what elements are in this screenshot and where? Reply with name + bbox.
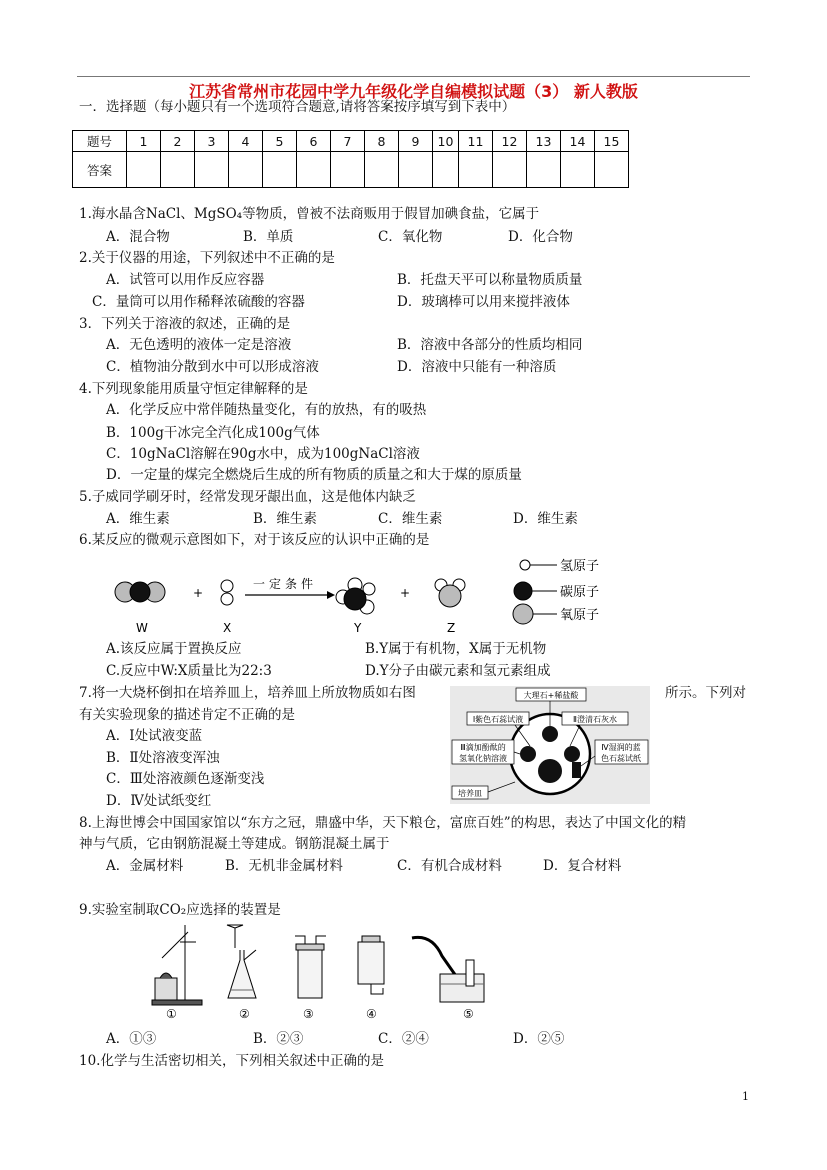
molecule-z bbox=[435, 579, 465, 607]
section-heading: 一．选择题（每小题只有一个选项符合题意,请将答案按序填写到下表中） bbox=[79, 99, 516, 115]
q6-option-c: C.反应中W:X质量比为22:3 bbox=[106, 663, 272, 679]
answer-cell[interactable] bbox=[527, 152, 561, 188]
q4-stem: 4.下列现象能用质量守恒定律解释的是 bbox=[79, 381, 308, 397]
fig-label-iv-1: Ⅳ湿润的蓝 bbox=[601, 743, 641, 752]
q9-option-a: A．①③ bbox=[106, 1031, 157, 1047]
label-x: X bbox=[223, 621, 232, 635]
q7-option-b: B．Ⅱ处溶液变浑浊 bbox=[106, 750, 220, 766]
fig-label-i: Ⅰ紫色石蕊试液 bbox=[472, 715, 524, 724]
apparatus-label-5: ⑤ bbox=[463, 1007, 474, 1020]
q1-option-c: C．氧化物 bbox=[378, 229, 443, 245]
header-rule bbox=[77, 76, 750, 77]
q2-option-d: D．玻璃棒可以用来搅拌液体 bbox=[397, 294, 570, 310]
answer-cell[interactable] bbox=[493, 152, 527, 188]
q5-option-c: C．维生素 bbox=[378, 511, 443, 527]
table-head-label: 题号 bbox=[73, 131, 127, 152]
molecule-w bbox=[115, 582, 165, 602]
plus-sign: + bbox=[400, 586, 411, 600]
table-num: 9 bbox=[399, 131, 433, 152]
apparatus-5 bbox=[412, 937, 484, 1002]
q8-line-1: 8.上海世博会中国国家馆以“东方之冠，鼎盛中华，天下粮仓，富庶百姓”的构思，表达了中国文化的精 bbox=[79, 815, 687, 831]
table-num: 7 bbox=[331, 131, 365, 152]
q3-stem: 3．下列关于溶液的叙述，正确的是 bbox=[79, 316, 291, 332]
legend-carbon: 碳原子 bbox=[560, 585, 600, 600]
q7-stem-right: 所示。下列对 bbox=[665, 685, 746, 701]
label-y: Y bbox=[354, 621, 362, 635]
q7-stem-2: 有关实验现象的描述肯定不正确的是 bbox=[79, 707, 295, 723]
apparatus-label-4: ④ bbox=[366, 1007, 377, 1020]
answer-cell[interactable] bbox=[433, 152, 459, 188]
q9-option-d: D．②⑤ bbox=[513, 1031, 565, 1047]
table-num: 1 bbox=[127, 131, 161, 152]
q4-option-a: A．化学反应中常伴随热量变化，有的放热，有的吸热 bbox=[106, 402, 427, 418]
table-num: 3 bbox=[195, 131, 229, 152]
legend-hydrogen: 氢原子 bbox=[560, 559, 600, 574]
fig-label-dish: 培养皿 bbox=[458, 789, 482, 798]
q1-option-a: A．混合物 bbox=[106, 229, 170, 245]
q8-option-a: A．金属材料 bbox=[106, 858, 184, 874]
q1-option-b: B．单质 bbox=[243, 229, 294, 245]
answer-cell[interactable] bbox=[561, 152, 595, 188]
molecule-y bbox=[336, 578, 375, 614]
table-num: 12 bbox=[493, 131, 527, 152]
q8-option-d: D．复合材料 bbox=[543, 858, 622, 874]
apparatus-3 bbox=[295, 936, 326, 998]
table-num: 6 bbox=[297, 131, 331, 152]
q1-stem: 1.海水晶含NaCl、MgSO₄等物质，曾被不法商贩用于假冒加碘食盐，它属于 bbox=[79, 206, 540, 222]
q5-option-a: A．维生素 bbox=[106, 511, 170, 527]
q3-option-c: C．植物油分散到水中可以形成溶液 bbox=[106, 359, 319, 375]
answer-cell[interactable] bbox=[229, 152, 263, 188]
atom-legend bbox=[513, 559, 599, 624]
table-num: 8 bbox=[365, 131, 399, 152]
q2-option-a: A．试管可以用作反应容器 bbox=[106, 272, 265, 288]
q3-option-a: A．无色透明的液体一定是溶液 bbox=[106, 337, 292, 353]
apparatus-2 bbox=[227, 925, 256, 998]
apparatus-label-3: ③ bbox=[303, 1007, 314, 1020]
q5-option-d: D．维生素 bbox=[513, 511, 578, 527]
q10-stem: 10.化学与生活密切相关，下列相关叙述中正确的是 bbox=[79, 1053, 384, 1069]
reaction-condition: 一定条件 bbox=[253, 577, 318, 591]
fig-label-iv-2: 色石蕊试纸 bbox=[601, 754, 641, 763]
answer-cell[interactable] bbox=[127, 152, 161, 188]
table-answer-label: 答案 bbox=[73, 152, 127, 188]
fig-label-top: 大理石+稀盐酸 bbox=[523, 691, 579, 700]
fig-label-ii: Ⅱ澄清石灰水 bbox=[573, 715, 617, 724]
q8-option-c: C．有机合成材料 bbox=[397, 858, 502, 874]
apparatus-label-2: ② bbox=[239, 1007, 250, 1020]
page-number: 1 bbox=[742, 1090, 749, 1103]
table-num: 13 bbox=[527, 131, 561, 152]
answer-table bbox=[72, 130, 629, 188]
apparatus-figure bbox=[140, 920, 515, 1020]
q9-option-b: B．②③ bbox=[253, 1031, 304, 1047]
q4-option-b: B．100g干冰完全汽化成100g气体 bbox=[106, 425, 320, 441]
q9-stem: 9.实验室制取CO₂应选择的装置是 bbox=[79, 902, 281, 918]
q2-option-c: C．量筒可以用作稀释浓硫酸的容器 bbox=[92, 294, 305, 310]
q6-stem: 6.某反应的微观示意图如下，对于该反应的认识中正确的是 bbox=[79, 532, 430, 548]
q6-option-a: A.该反应属于置换反应 bbox=[106, 641, 242, 657]
q6-option-b: B.Y属于有机物，X属于无机物 bbox=[365, 641, 547, 657]
answer-cell[interactable] bbox=[263, 152, 297, 188]
q3-option-d: D．溶液中只能有一种溶质 bbox=[397, 359, 557, 375]
answer-cell[interactable] bbox=[331, 152, 365, 188]
answer-cell[interactable] bbox=[459, 152, 493, 188]
legend-oxygen: 氧原子 bbox=[560, 608, 600, 623]
q7-stem: 7.将一大烧杯倒扣在培养皿上，培养皿上所放物质如右图 bbox=[79, 685, 416, 701]
plus-sign: + bbox=[193, 586, 204, 600]
answer-cell[interactable] bbox=[595, 152, 629, 188]
q3-option-b: B．溶液中各部分的性质均相同 bbox=[397, 337, 583, 353]
q2-stem: 2.关于仪器的用途，下列叙述中不正确的是 bbox=[79, 250, 335, 266]
q9-option-c: C．②④ bbox=[378, 1031, 429, 1047]
apparatus-4 bbox=[358, 936, 384, 994]
q7-option-a: A．Ⅰ处试液变蓝 bbox=[106, 728, 203, 744]
table-num: 11 bbox=[459, 131, 493, 152]
q5-stem: 5.子威同学刷牙时，经常发现牙龈出血，这是他体内缺乏 bbox=[79, 489, 416, 505]
table-num: 10 bbox=[433, 131, 459, 152]
table-num: 5 bbox=[263, 131, 297, 152]
molecule-x bbox=[221, 580, 233, 605]
reaction-diagram bbox=[105, 555, 645, 640]
label-w: W bbox=[136, 621, 148, 635]
table-num: 2 bbox=[161, 131, 195, 152]
q1-option-d: D．化合物 bbox=[508, 229, 573, 245]
q5-option-b: B．维生素 bbox=[253, 511, 317, 527]
answer-cell[interactable] bbox=[297, 152, 331, 188]
apparatus-1 bbox=[152, 925, 202, 1005]
answer-cell[interactable] bbox=[195, 152, 229, 188]
q6-option-d: D.Y分子由碳元素和氢元素组成 bbox=[365, 663, 551, 679]
q8-line-2: 神与气质，它由钢筋混凝土等建成。钢筋混凝土属于 bbox=[79, 836, 390, 852]
answer-cell[interactable] bbox=[365, 152, 399, 188]
page-title: 江苏省常州市花园中学九年级化学自编模拟试题（3） 新人教版 bbox=[189, 82, 638, 101]
q2-option-b: B．托盘天平可以称量物质质量 bbox=[397, 272, 583, 288]
label-z: Z bbox=[447, 621, 456, 635]
q4-option-c: C．10gNaCl溶解在90g水中，成为100gNaCl溶液 bbox=[106, 446, 420, 462]
petri-dish-figure bbox=[450, 686, 650, 804]
apparatus-label-1: ① bbox=[166, 1007, 177, 1020]
answer-cell[interactable] bbox=[399, 152, 433, 188]
fig-label-iii-1: Ⅲ滴加酚酞的 bbox=[460, 743, 506, 752]
q7-option-c: C．Ⅲ处溶液颜色逐渐变浅 bbox=[106, 771, 265, 787]
q7-option-d: D．Ⅳ处试纸变红 bbox=[106, 793, 212, 809]
q4-option-d: D．一定量的煤完全燃烧后生成的所有物质的质量之和大于煤的原质量 bbox=[106, 467, 522, 483]
table-num: 4 bbox=[229, 131, 263, 152]
answer-cell[interactable] bbox=[161, 152, 195, 188]
q8-option-b: B．无机非金属材料 bbox=[225, 858, 343, 874]
table-num: 15 bbox=[595, 131, 629, 152]
fig-label-iii-2: 氢氧化钠溶液 bbox=[459, 754, 507, 763]
table-num: 14 bbox=[561, 131, 595, 152]
